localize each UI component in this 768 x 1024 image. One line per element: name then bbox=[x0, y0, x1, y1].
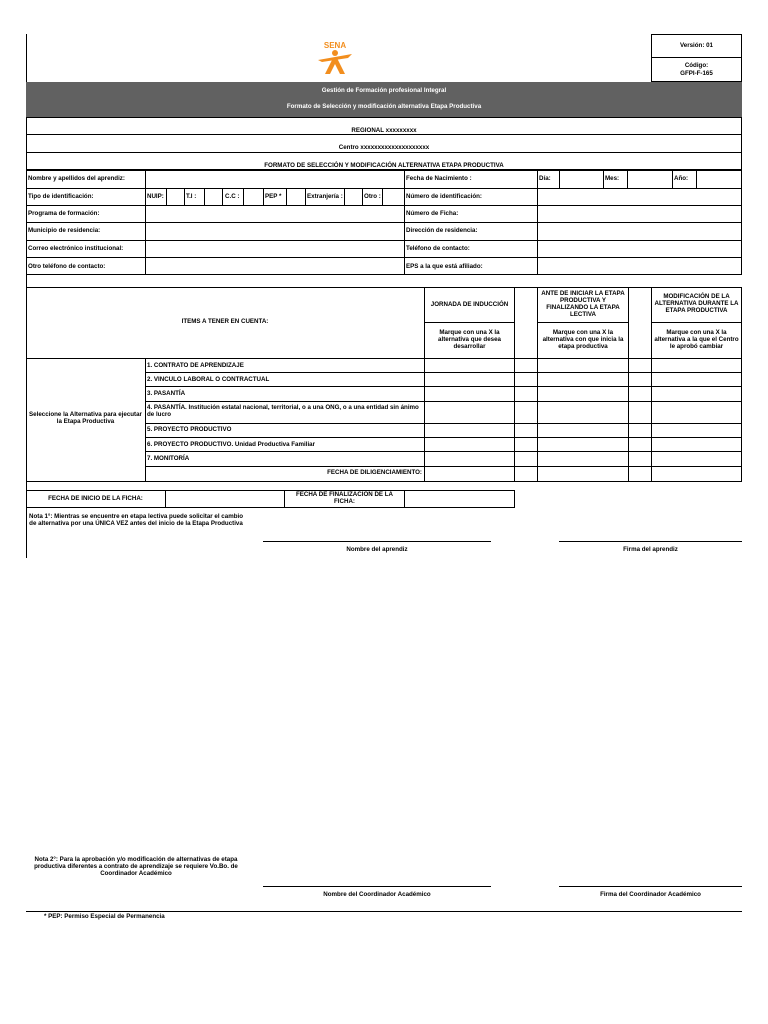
note-2: Nota 2°: Para la aprobación y/o modificación de alternativas de etapa productiva diferentes a contrato de aprendizaje se requiere Vo.Bo. de Coordinador Académico bbox=[34, 856, 238, 877]
end-date-label: FECHA DE FINALIZACIÓN DE LA FICHA: bbox=[295, 491, 394, 505]
sena-logo bbox=[312, 40, 358, 76]
id-option-cc: C.C : bbox=[225, 193, 240, 200]
day-field[interactable] bbox=[560, 171, 602, 187]
grid-line bbox=[651, 322, 741, 323]
item-3: 3. PASANTÍA bbox=[147, 390, 186, 397]
regional-text: REGIONAL xxxxxxxxx bbox=[351, 127, 417, 134]
address-label: Dirección de residencia: bbox=[406, 227, 478, 234]
start-date-label: FECHA DE INICIO DE LA FICHA: bbox=[48, 495, 143, 502]
email-field[interactable] bbox=[146, 241, 403, 256]
col2-instruction: Marque con una X la alternativa con que inicia la etapa productiva bbox=[542, 329, 624, 350]
banner-line1: Gestión de Formación profesional Integral bbox=[321, 87, 447, 94]
grid-line bbox=[537, 322, 628, 323]
grid-line bbox=[26, 481, 742, 482]
year-field[interactable] bbox=[697, 171, 741, 187]
day-label: Día: bbox=[539, 175, 551, 182]
side-label: Seleccione la Alternativa para ejecutar la Etapa Productiva bbox=[29, 411, 142, 425]
item-5: 5. PROYECTO PRODUCTIVO bbox=[147, 426, 232, 433]
other-phone-field[interactable] bbox=[146, 258, 403, 274]
grid-line bbox=[26, 358, 742, 359]
grid-line bbox=[145, 358, 146, 481]
col3-instruction: Marque con una X la alternativa a la que el Centro le aprobó cambiar bbox=[654, 329, 739, 350]
grid-line bbox=[284, 490, 285, 508]
apprentice-name-line[interactable] bbox=[263, 541, 491, 542]
item-7: 7. MONITORÍA bbox=[147, 455, 190, 462]
grid-line bbox=[672, 170, 673, 188]
grid-line bbox=[362, 188, 363, 205]
municipio-label: Municipio de residencia: bbox=[28, 227, 101, 234]
pep-footnote: * PEP: Permiso Especial de Permanencia bbox=[44, 913, 165, 920]
col3-title: MODIFICACIÓN DE LA ALTERNATIVA DURANTE LA ETAPA PRODUCTIVA bbox=[654, 293, 739, 314]
item-1: 1. CONTRATO DE APRENDIZAJE bbox=[147, 362, 244, 369]
apprentice-signature-line[interactable] bbox=[559, 541, 742, 542]
id-number-label: Número de identificación: bbox=[406, 193, 482, 200]
birth-label: Fecha de Nacimiento : bbox=[406, 175, 472, 182]
items-header: ITEMS A TENER EN CUENTA: bbox=[181, 318, 269, 325]
phone-label: Teléfono de contacto: bbox=[406, 245, 470, 252]
id-option-ti: T.I : bbox=[186, 193, 197, 200]
name-label: Nombre y apellidos del aprendiz: bbox=[28, 175, 125, 182]
id-type-label: Tipo de identificación: bbox=[28, 193, 94, 200]
email-label: Correo electrónico institucional: bbox=[28, 245, 124, 252]
mark-cell-inicio[interactable] bbox=[538, 359, 628, 372]
diligencia-label: FECHA DE DILIGENCIAMIENTO: bbox=[327, 469, 422, 476]
diligencia-date-field[interactable] bbox=[425, 467, 514, 480]
ficha-field[interactable] bbox=[538, 206, 741, 221]
title-banner bbox=[26, 82, 742, 117]
grid-line bbox=[424, 322, 514, 323]
grid-line bbox=[145, 401, 742, 402]
cc-checkbox[interactable] bbox=[244, 189, 262, 204]
footer-divider bbox=[26, 911, 742, 912]
ficha-label: Número de Ficha: bbox=[406, 210, 459, 217]
grid-line bbox=[305, 188, 306, 205]
coordinator-signature-line[interactable] bbox=[559, 886, 742, 887]
sena-brand-text: SENA bbox=[323, 41, 347, 50]
grid-line bbox=[222, 188, 223, 205]
alternatives-top-border bbox=[26, 287, 742, 288]
mark-cell-induccion[interactable] bbox=[425, 359, 514, 372]
ti-checkbox[interactable] bbox=[205, 189, 221, 204]
version-text: Versión: 01 bbox=[679, 42, 713, 49]
name-field[interactable] bbox=[146, 171, 403, 187]
id-option-nuip: NUIP: bbox=[147, 193, 164, 200]
item-2: 2. VINCULO LABORAL O CONTRACTUAL bbox=[147, 376, 270, 383]
id-option-pep: PEP * bbox=[265, 193, 282, 200]
coordinator-signature-label: Firma del Coordinador Académico bbox=[600, 891, 701, 898]
nuip-checkbox[interactable] bbox=[167, 189, 183, 204]
grid-line bbox=[145, 423, 742, 424]
col1-instruction: Marque con una X la alternativa que desea desarrollar bbox=[438, 329, 501, 350]
eps-label: EPS a la que está afiliado: bbox=[406, 263, 483, 270]
extranjeria-checkbox[interactable] bbox=[345, 189, 361, 204]
banner-line2: Formato de Selección y modificación alternativa Etapa Productiva bbox=[286, 103, 482, 110]
form-title: FORMATO DE SELECCIÓN Y MODIFICACIÓN ALTERNATIVA ETAPA PRODUCTIVA bbox=[264, 162, 504, 169]
coordinator-name-label: Nombre del Coordinador Académico bbox=[323, 891, 431, 898]
pep-checkbox[interactable] bbox=[287, 189, 304, 204]
code-value: GFPI-F-165 bbox=[680, 70, 713, 77]
centro-text: Centro xxxxxxxxxxxxxxxxxxxx bbox=[338, 144, 430, 151]
col1-title: JORNADA DE INDUCCIÓN bbox=[430, 301, 509, 308]
program-field[interactable] bbox=[146, 206, 403, 221]
grid-line bbox=[263, 188, 264, 205]
month-label: Mes: bbox=[605, 175, 620, 182]
grid-line bbox=[26, 134, 742, 135]
grid-line bbox=[651, 57, 742, 58]
municipio-field[interactable] bbox=[146, 223, 403, 239]
grid-line bbox=[145, 386, 742, 387]
id-option-otro: Otro : bbox=[364, 193, 381, 200]
grid-line bbox=[603, 170, 604, 188]
phone-field[interactable] bbox=[538, 241, 741, 256]
apprentice-name-label: Nombre del aprendiz bbox=[346, 546, 408, 553]
eps-field[interactable] bbox=[538, 258, 741, 274]
end-date-field[interactable] bbox=[405, 491, 514, 507]
grid-line bbox=[145, 451, 742, 452]
note-1: Nota 1°: Mientras se encuentre en etapa lectiva puede solicitar el cambio de alternativa por una ÚNICA VEZ antes del inicio de la Etapa Productiva bbox=[29, 513, 243, 527]
other-phone-label: Otro teléfono de contacto: bbox=[28, 263, 106, 270]
id-number-field[interactable] bbox=[538, 189, 741, 204]
grid-line bbox=[404, 170, 405, 275]
item-6: 6. PROYECTO PRODUCTIVO. Unidad Productiva Familiar bbox=[147, 441, 316, 448]
year-label: Año: bbox=[674, 175, 689, 182]
mark-cell-modificacion[interactable] bbox=[652, 359, 741, 372]
otro-checkbox[interactable] bbox=[383, 189, 403, 204]
start-date-field[interactable] bbox=[166, 491, 283, 507]
code-label: Código: bbox=[684, 62, 709, 69]
id-option-extranjeria: Extranjería : bbox=[307, 193, 343, 200]
month-field[interactable] bbox=[628, 171, 671, 187]
grid-line bbox=[26, 152, 742, 153]
coordinator-name-line[interactable] bbox=[263, 886, 491, 887]
apprentice-signature-label: Firma del aprendiz bbox=[623, 546, 678, 553]
program-label: Programa de formación: bbox=[28, 210, 100, 217]
col2-title: ANTE DE INICIAR LA ETAPA PRODUCTIVA Y FINALIZANDO LA ETAPA LECTIVA bbox=[541, 290, 625, 318]
grid-line bbox=[145, 437, 742, 438]
item-4: 4. PASANTÍA. Institución estatal nacional, territorial, o a una ONG, o a una entidad sin ánimo de lucro bbox=[147, 404, 419, 418]
grid-line bbox=[184, 188, 185, 205]
grid-line bbox=[145, 372, 742, 373]
address-field[interactable] bbox=[538, 223, 741, 239]
